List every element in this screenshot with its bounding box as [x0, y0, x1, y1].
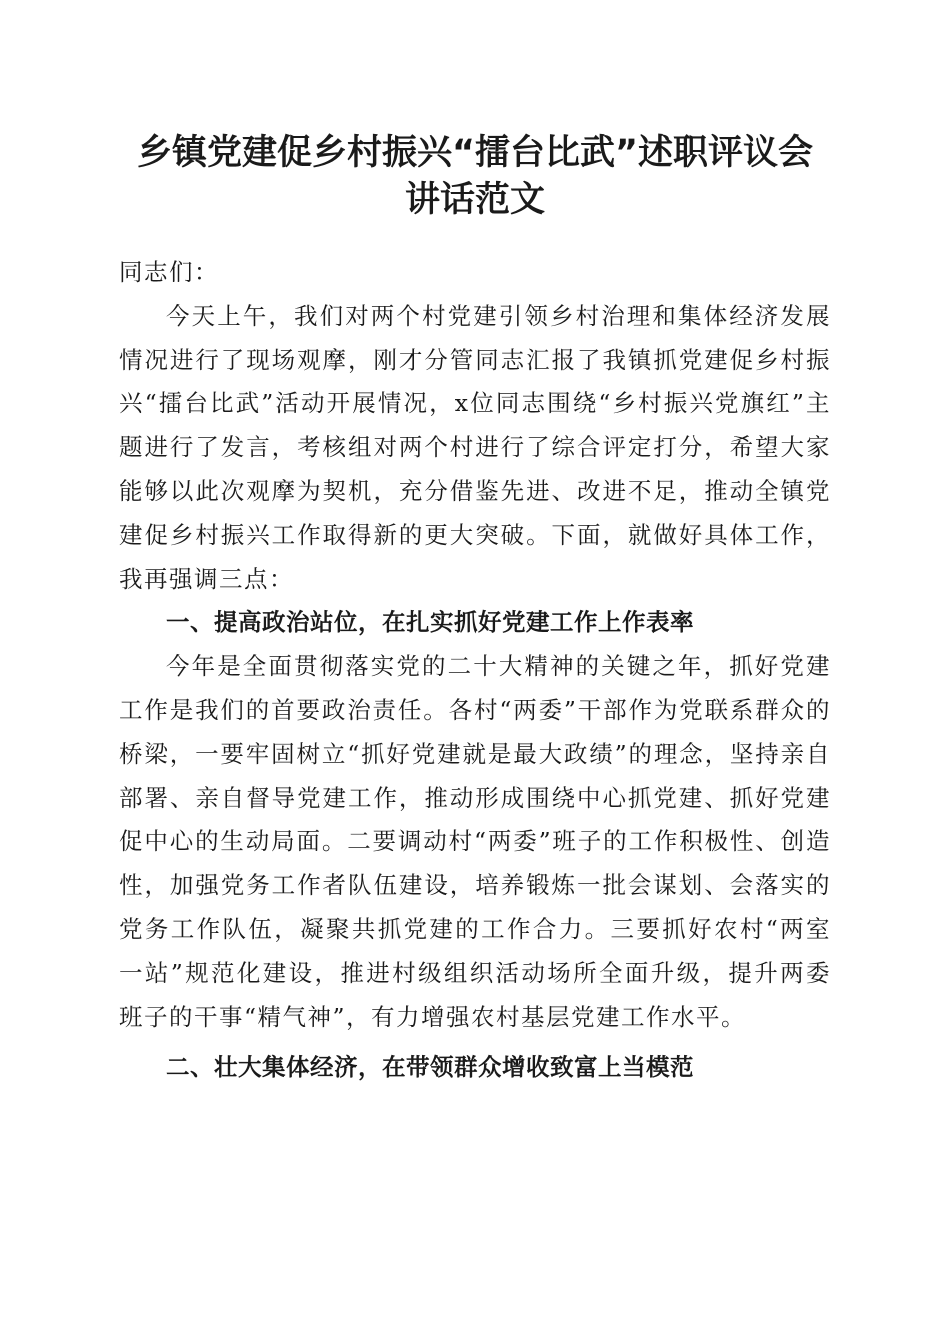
- title-line-2: 讲话范文: [404, 180, 545, 220]
- section-heading-1: 一、提高政治站位，在扎实抓好党建工作上作表率: [166, 608, 694, 637]
- document-title: [100, 130, 850, 224]
- salutation: 同志们：: [119, 258, 219, 286]
- section-heading-2: 二、壮大集体经济，在带领群众增收致富上当模范: [166, 1053, 694, 1082]
- document-body: [119, 251, 831, 1090]
- title-line-1: 乡镇党建促乡村振兴“擂台比武”述职评议会: [136, 133, 813, 173]
- section-1-paragraph: 今年是全面贯彻落实党的二十大精神的关键之年，抓好党建工作是我们的首要政治责任。各村“两委”干部作为党联系群众的桥梁，一要牢固树立“抓好党建就是最大政绩”的理念，坚持亲自部署、亲自督导党建工作，推动形成围绕中心抓党建、抓好党建促中心的生动局面。二要调动村“两委”班子的工作积极性、创造性，加强党务工作者队伍建设，培养锻炼一批会谋划、会落实的党务工作队伍，凝聚共抓党建的工作合力。三要抓好农村“两室一站”规范化建设，推进村级组织活动场所全面升级，提升两委班子的干事“精气神”，有力增强农村基层党建工作水平。: [119, 652, 831, 1031]
- intro-paragraph: 今天上午，我们对两个村党建引领乡村治理和集体经济发展情况进行了现场观摩，刚才分管同志汇报了我镇抓党建促乡村振兴“擂台比武”活动开展情况，x位同志围绕“乡村振兴党旗红”主题进行了发言，考核组对两个村进行了综合评定打分，希望大家能够以此次观摩为契机，充分借鉴先进、改进不足，推动全镇党建促乡村振兴工作取得新的更大突破。下面，就做好具体工作，我再强调三点：: [119, 301, 831, 593]
